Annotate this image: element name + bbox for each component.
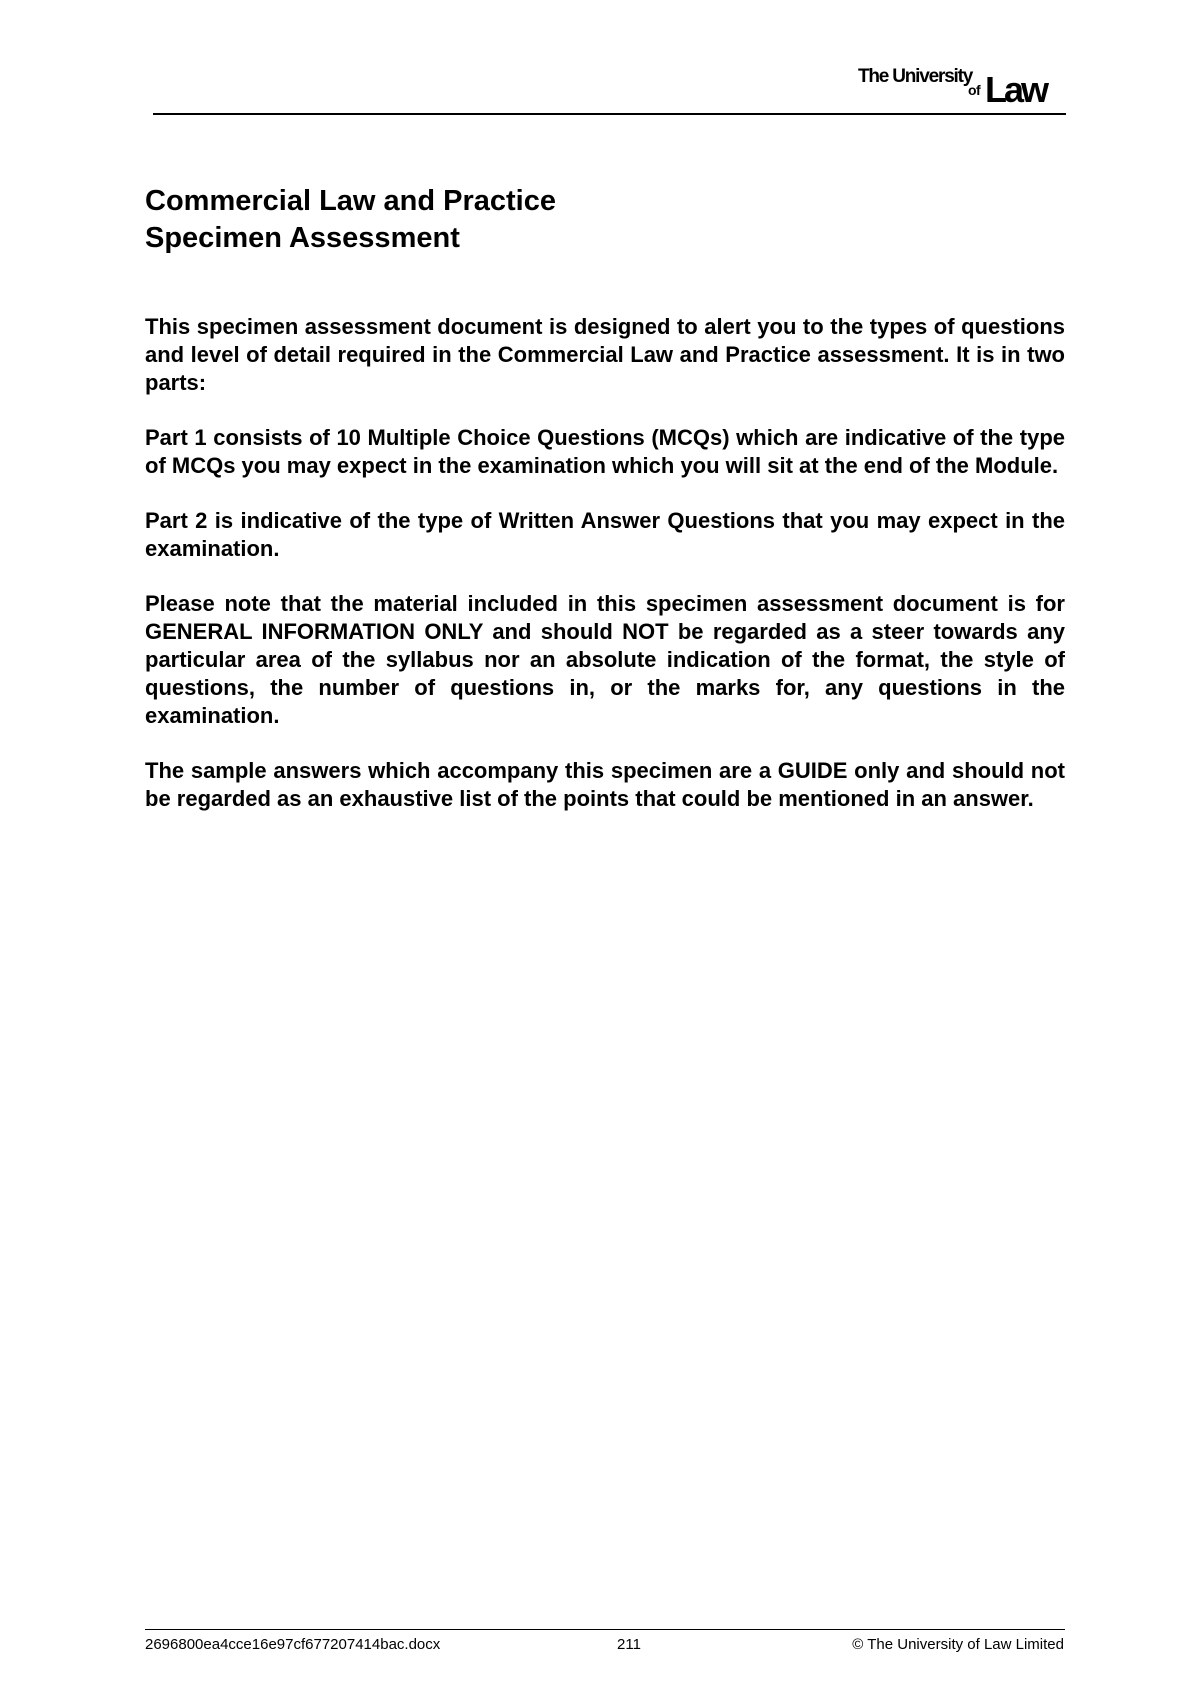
paragraph-note: Please note that the material included in this specimen assessment document is for GENERAL INFORMATION ONLY and should NOT be regarded as a steer towards any particular area of the syllabus nor an absolute indication of the format, the style of questions, the number of questions in, or the marks for, any questions in the examination. xyxy=(145,591,1065,728)
title-line-1: Commercial Law and Practice xyxy=(145,185,556,217)
footer-filename: 2696800ea4cce16e97cf677207414bac.docx xyxy=(145,1636,441,1653)
footer-page-number: 211 xyxy=(617,1636,641,1653)
logo-text-of: of xyxy=(968,82,981,98)
document-title xyxy=(145,183,1065,257)
paragraph-intro: This specimen assessment document is designed to alert you to the types of questions and level of detail required in the Commercial Law and Practice assessment. It is in two parts: xyxy=(145,314,1065,395)
header-divider xyxy=(153,113,1066,115)
body-text xyxy=(145,313,1065,840)
paragraph-part-1: Part 1 consists of 10 Multiple Choice Questions (MCQs) which are indicative of the type of MCQs you may expect in the examination which you will sit at the end of the Module. xyxy=(145,425,1065,478)
title-line-2: Specimen Assessment xyxy=(145,222,460,254)
logo-text-the-university: The University xyxy=(858,66,973,87)
logo-text-law: Law xyxy=(985,69,1047,110)
footer-copyright: © The University of Law Limited xyxy=(852,1636,1064,1653)
paragraph-part-2: Part 2 is indicative of the type of Written Answer Questions that you may expect in the examination. xyxy=(145,508,1065,561)
university-logo xyxy=(858,66,1066,110)
footer-divider xyxy=(145,1629,1065,1630)
paragraph-sample-answers: The sample answers which accompany this specimen are a GUIDE only and should not be regarded as an exhaustive list of the points that could be mentioned in an answer. xyxy=(145,758,1065,811)
